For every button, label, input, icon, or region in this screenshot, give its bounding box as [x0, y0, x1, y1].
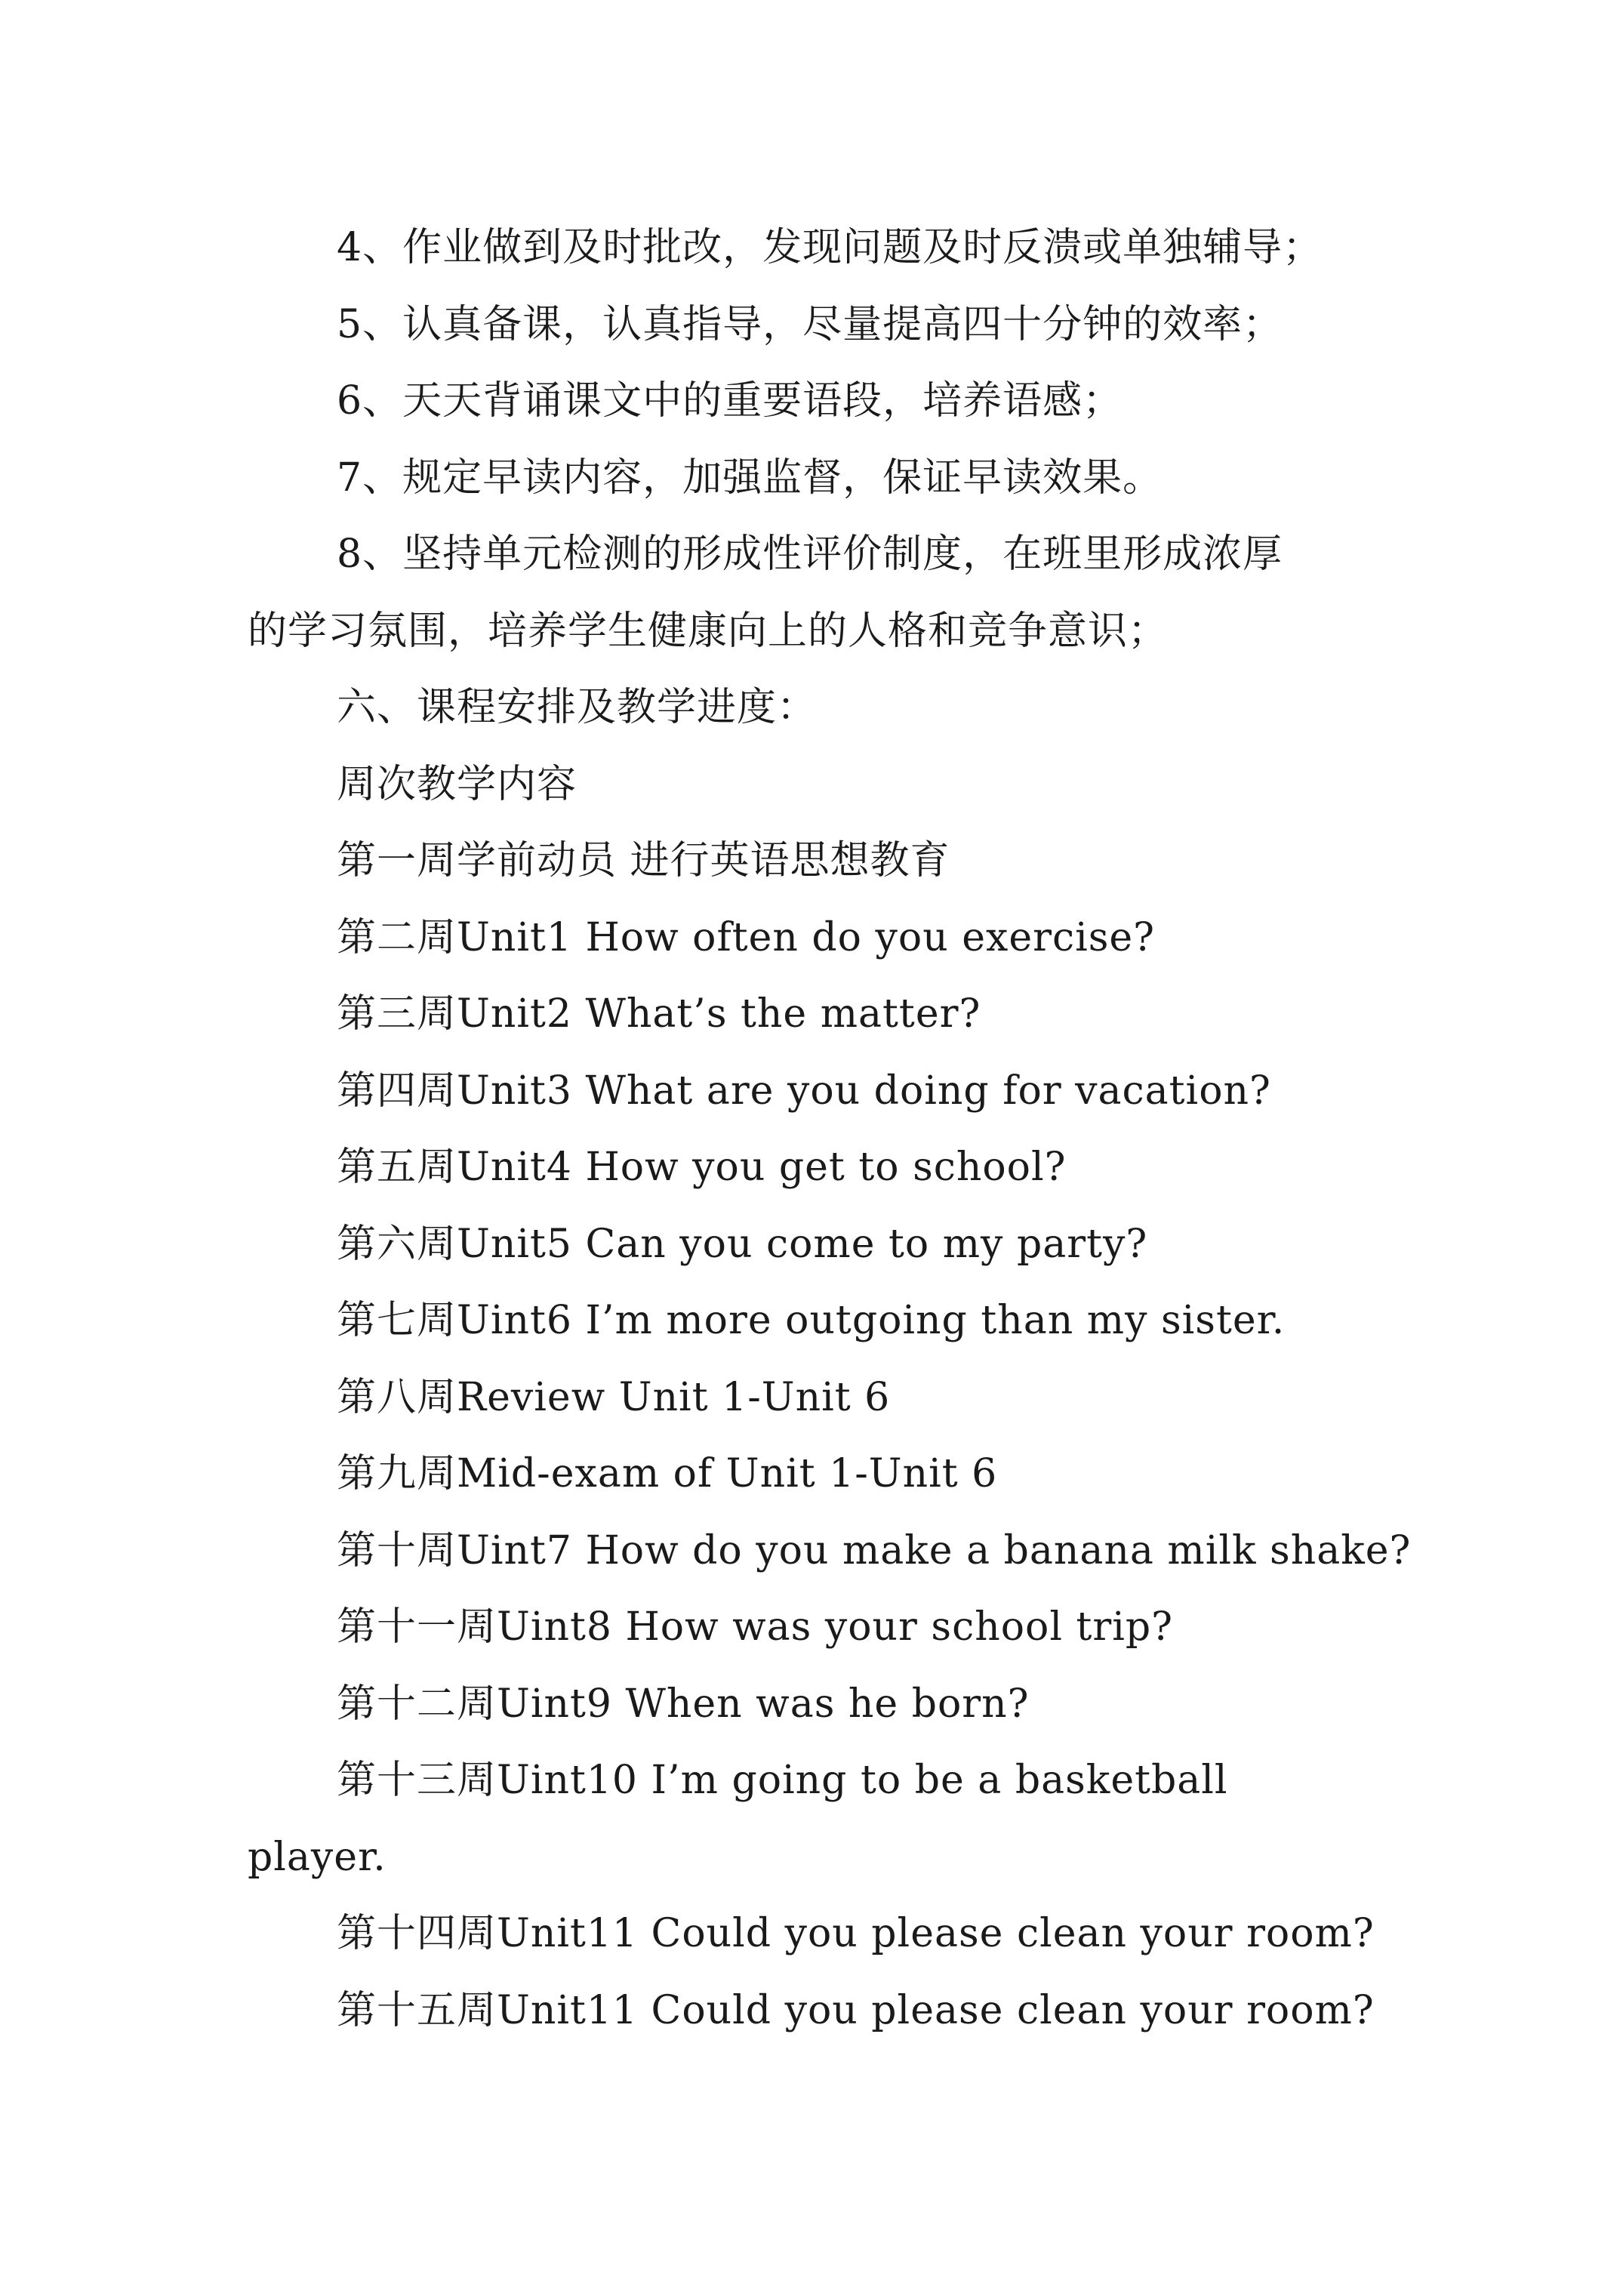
schedule-row: 第十周Uint7 How do you make a banana milk shake? — [337, 1527, 1412, 1573]
paragraph-line: 5、认真备课，认真指导，尽量提高四十分钟的效率； — [337, 301, 1283, 347]
schedule-row: 第八周Review Unit 1-Unit 6 — [337, 1374, 891, 1420]
schedule-row: 第三周Unit2 What’s the matter? — [337, 991, 981, 1037]
paragraph-line: 6、天天背诵课文中的重要语段，培养语感； — [337, 378, 1123, 424]
schedule-row: 第五周Unit4 How you get to school? — [337, 1145, 1067, 1190]
schedule-row: 第十一周Uint8 How was your school trip? — [337, 1604, 1174, 1650]
schedule-row: 第六周Unit5 Can you come to my party? — [337, 1221, 1148, 1267]
schedule-row: 第十四周Unit11 Could you please clean your room? — [337, 1911, 1375, 1956]
schedule-row: 第十二周Uint9 When was he born? — [337, 1681, 1030, 1727]
schedule-row: 第四周Unit3 What are you doing for vacation? — [337, 1068, 1271, 1114]
schedule-header: 周次教学内容 — [337, 761, 577, 807]
paragraph-line: 4、作业做到及时批改，发现问题及时反溃或单独辅导； — [337, 225, 1323, 270]
section-heading: 六、课程安排及教学进度： — [337, 685, 818, 730]
document-body — [248, 210, 1410, 2049]
schedule-row: 第九周Mid-exam of Unit 1-Unit 6 — [337, 1451, 998, 1496]
schedule-row: 第十三周Uint10 I’m going to be a basketball — [337, 1758, 1228, 1803]
schedule-row: 第二周Unit1 How often do you exercise? — [337, 914, 1156, 960]
paragraph-line-continuation: 的学习氛围，培养学生健康向上的人格和竞争意识； — [248, 608, 1169, 654]
paragraph-line: 8、坚持单元检测的形成性评价制度，在班里形成浓厚 — [337, 532, 1283, 577]
paragraph-line: 7、规定早读内容，加强监督，保证早读效果。 — [337, 455, 1163, 501]
schedule-row: 第七周Uint6 I’m more outgoing than my sister. — [337, 1298, 1286, 1343]
schedule-row-continuation: player. — [248, 1834, 387, 1880]
schedule-row: 第十五周Unit11 Could you please clean your room? — [337, 1987, 1375, 2033]
schedule-row: 第一周学前动员 进行英语思想教育 — [337, 838, 950, 883]
